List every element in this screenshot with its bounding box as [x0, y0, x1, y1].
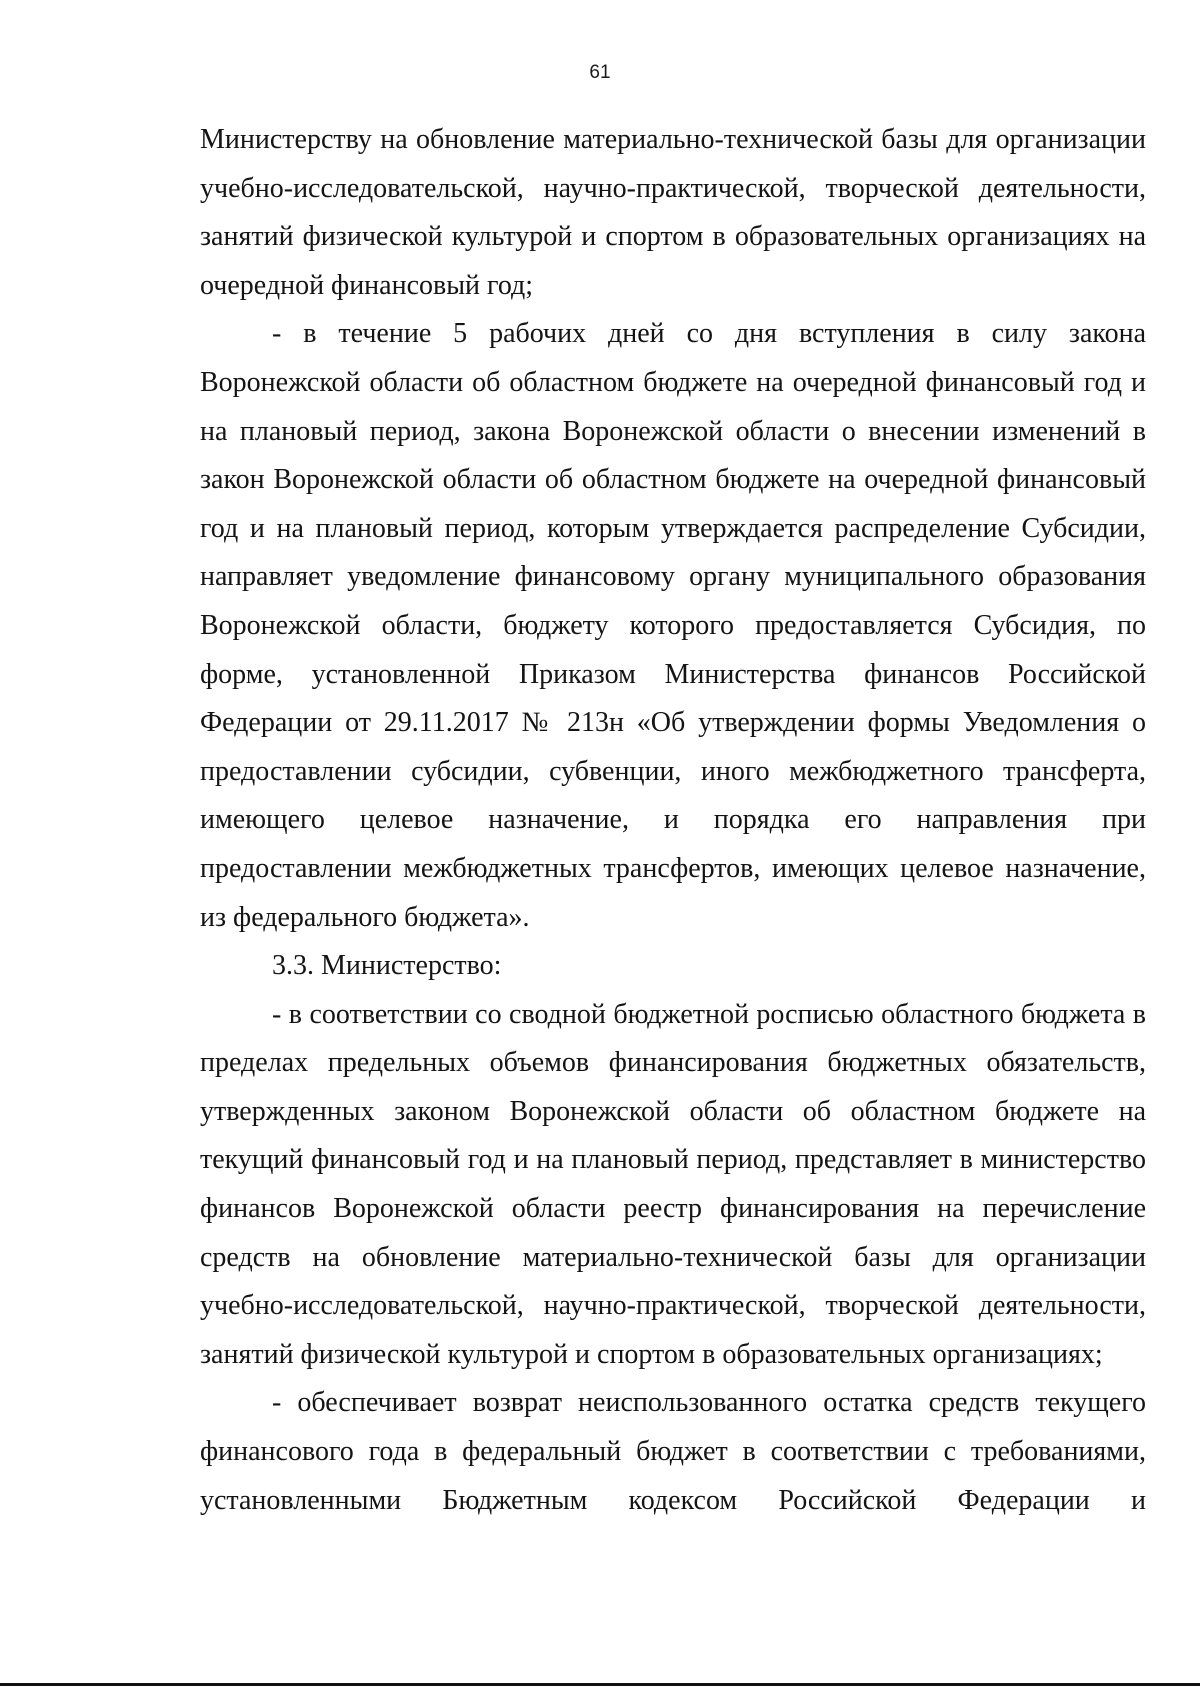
- paragraph-notification-deadline: - в течение 5 рабочих дней со дня вступления в силу закона Воронежской области об областном бюджете на очередной финансовый год и на плановый период, закона Воронежской области о внесении изменений в закон Воронежской области об областном бюджете на очередной финансовый год и на плановый период, которым утверждается распределение Субсидии, направляет уведомление финансовому органу муниципального образования Воронежской области, бюджету которого предоставляется Субсидия, по форме, установленной Приказом Министерства финансов Российской Федерации от 29.11.2017 № 213н «Об утверждении формы Уведомления о предоставлении субсидии, субвенции, иного межбюджетного трансферта, имеющего целевое назначение, и порядка его направления при предоставлении межбюджетных трансфертов, имеющих целевое назначение, из федерального бюджета».: [200, 318, 1146, 933]
- paragraph-continuation: Министерству на обновление материально-технической базы для организации учебно-исследовательской, научно-практической, творческой деятельности, занятий физической культурой и спортом в образовательных организациях на очередной финансовый год;: [200, 124, 1146, 301]
- paragraph-return-of-funds: - обеспечивает возврат неиспользованного остатка средств текущего финансового года в федеральный бюджет в соответствии с требованиями, установленными Бюджетным кодексом Российской Федерации и: [200, 1387, 1146, 1516]
- page-number: 61: [589, 62, 611, 83]
- bottom-edge-line: [0, 1683, 1200, 1686]
- document-body: [200, 116, 1146, 1525]
- paragraph-financing-register: - в соответствии со сводной бюджетной росписью областного бюджета в пределах предельных объемов финансирования бюджетных обязательств, утвержденных законом Воронежской области об областном бюджете на текущий финансовый год и на плановый период, представляет в министерство финансов Воронежской области реестр финансирования на перечисление средств на обновление материально-технической базы для организации учебно-исследовательской, научно-практической, творческой деятельности, занятий физической культурой и спортом в образовательных организациях;: [200, 998, 1146, 1370]
- section-heading-3-3: 3.3. Министерство:: [272, 950, 502, 982]
